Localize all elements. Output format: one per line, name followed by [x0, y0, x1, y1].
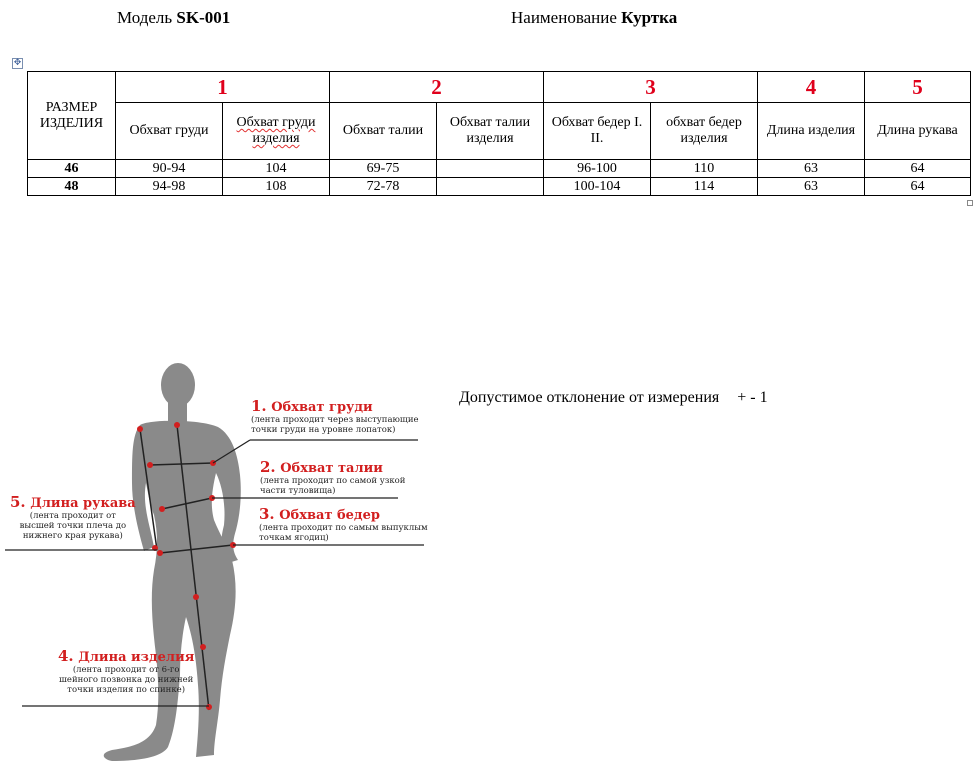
cell [437, 160, 544, 178]
name-value: Куртка [621, 8, 678, 27]
col-waist-garment: Обхват талии изделия [437, 103, 544, 160]
table-row [28, 160, 971, 178]
col-hips-garment: обхват бедер изделия [651, 103, 758, 160]
cell: 64 [865, 160, 971, 178]
tolerance-note [459, 389, 768, 407]
table-row [28, 178, 971, 196]
cell: 72-78 [330, 178, 437, 196]
cell: 114 [651, 178, 758, 196]
cell [437, 178, 544, 196]
cell: 90-94 [116, 160, 223, 178]
row-size: 48 [28, 178, 116, 196]
group-1-number: 1 [116, 72, 330, 103]
cell: 64 [865, 178, 971, 196]
cell: 69-75 [330, 160, 437, 178]
body-silhouette [104, 363, 241, 761]
col-hips: Обхват бедер I. II. [544, 103, 651, 160]
name-label: Наименование Куртка [511, 8, 678, 27]
model-label: Модель SK-001 [117, 8, 231, 27]
table-resize-handle[interactable] [967, 200, 973, 206]
annotation-waist: 2. Обхват талии (лента проходит по самой узкой части туловища) [260, 458, 406, 496]
cell: 63 [758, 178, 865, 196]
col-chest-garment-text: Обхват груди изделия [236, 115, 316, 146]
group-2-number: 2 [330, 72, 544, 103]
tolerance-value: + - 1 [737, 389, 768, 406]
annotation-hips: 3. Обхват бедер (лента проходит по самым выпуклым точкам ягодиц) [259, 505, 428, 543]
group-5-number: 5 [865, 72, 971, 103]
col-chest: Обхват груди [116, 103, 223, 160]
cell: 63 [758, 160, 865, 178]
size-table [27, 71, 971, 196]
col-sleeve-length: Длина рукава [865, 103, 971, 160]
annotation-length: 4. Длина изделия (лента проходит от 6-го шейного позвонка до нижней точки изделия по спинке) [58, 647, 195, 695]
annotation-sleeve: 5. Длина рукава (лента проходит от высшей точки плеча до нижнего края рукава) [10, 493, 136, 541]
annotation-chest: 1. Обхват груди (лента проходит через выступающие точки груди на уровне лопаток) [251, 397, 419, 435]
tolerance-text: Допустимое отклонение от измерения [459, 389, 720, 406]
col-waist: Обхват талии [330, 103, 437, 160]
group-4-number: 4 [758, 72, 865, 103]
row-size: 46 [28, 160, 116, 178]
col-chest-garment [223, 103, 330, 160]
measurement-figure [0, 355, 450, 767]
cell: 96-100 [544, 160, 651, 178]
model-value: SK-001 [176, 8, 231, 27]
table-move-handle-icon[interactable]: ✥ [13, 58, 22, 68]
group-3-number: 3 [544, 72, 758, 103]
cell: 110 [651, 160, 758, 178]
cell: 108 [223, 178, 330, 196]
cell: 94-98 [116, 178, 223, 196]
col-garment-length: Длина изделия [758, 103, 865, 160]
size-header: РАЗМЕР ИЗДЕЛИЯ [28, 72, 116, 160]
cell: 100-104 [544, 178, 651, 196]
cell: 104 [223, 160, 330, 178]
